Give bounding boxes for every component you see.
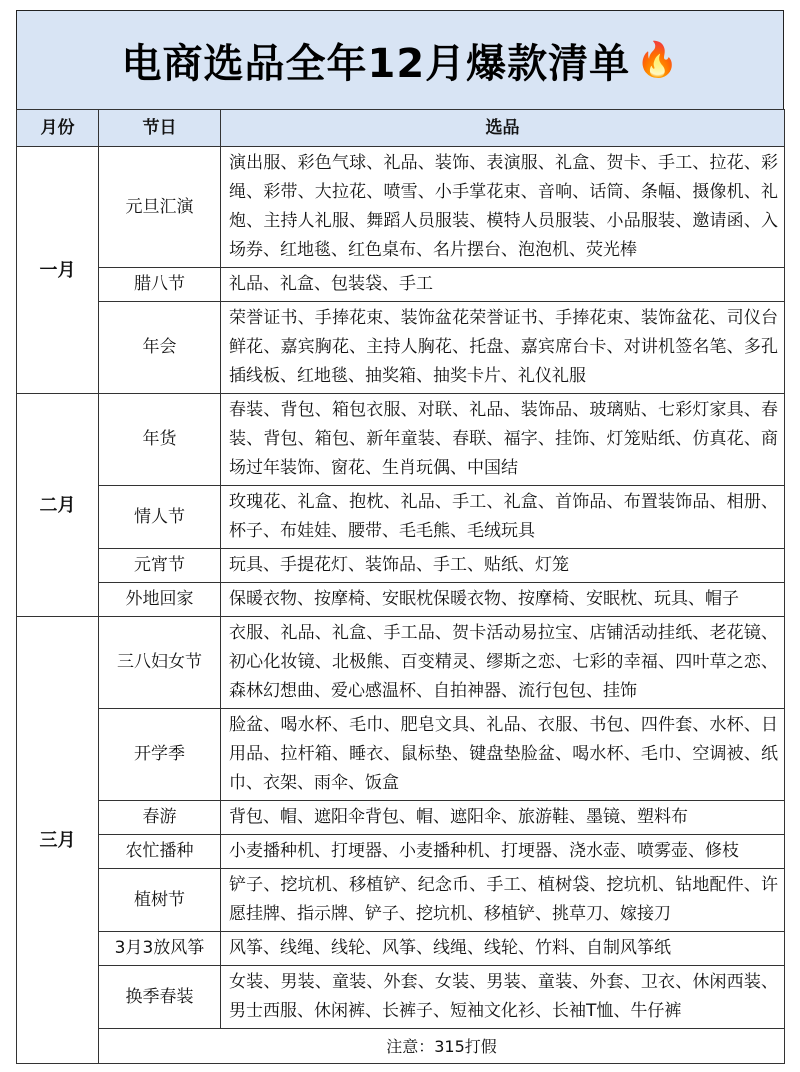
table-row (17, 147, 785, 268)
holiday-cell: 三八妇女节 (99, 617, 221, 709)
table-row (17, 801, 785, 835)
table-row (17, 394, 785, 486)
holiday-cell: 元宵节 (99, 549, 221, 583)
header-holiday: 节日 (99, 110, 221, 147)
holiday-cell: 换季春装 (99, 966, 221, 1029)
header-row (17, 110, 785, 147)
products-cell: 荣誉证书、手捧花束、装饰盆花荣誉证书、手捧花束、装饰盆花、司仪台鲜花、嘉宾胸花、主持人胸花、托盘、嘉宾席台卡、对讲机签名笔、多孔插线板、红地毯、抽奖箱、抽奖卡片、礼仪礼服 (221, 302, 785, 394)
holiday-cell: 元旦汇演 (99, 147, 221, 268)
table-row (17, 302, 785, 394)
table-row (17, 486, 785, 549)
holiday-cell: 植树节 (99, 869, 221, 932)
products-cell: 玩具、手提花灯、装饰品、手工、贴纸、灯笼 (221, 549, 785, 583)
holiday-cell: 春游 (99, 801, 221, 835)
table-row (17, 583, 785, 617)
products-cell: 小麦播种机、打埂器、小麦播种机、打埂器、浇水壶、喷雾壶、修枝 (221, 835, 785, 869)
holiday-cell: 3月3放风筝 (99, 932, 221, 966)
products-cell: 风筝、线绳、线轮、风筝、线绳、线轮、竹料、自制风筝纸 (221, 932, 785, 966)
products-cell: 背包、帽、遮阳伞背包、帽、遮阳伞、旅游鞋、墨镜、塑料布 (221, 801, 785, 835)
month-cell: 三月 (17, 617, 99, 1064)
products-cell: 春装、背包、箱包衣服、对联、礼品、装饰品、玻璃贴、七彩灯家具、春装、背包、箱包、新年童装、春联、福字、挂饰、灯笼贴纸、仿真花、商场过年装饰、窗花、生肖玩偶、中国结 (221, 394, 785, 486)
products-cell: 演出服、彩色气球、礼品、装饰、表演服、礼盒、贺卡、手工、拉花、彩绳、彩带、大拉花、喷雪、小手掌花束、音响、话筒、条幅、摄像机、礼炮、主持人礼服、舞蹈人员服装、模特人员服装、小品服装、邀请函、入场券、红地毯、红色桌布、名片摆台、泡泡机、荧光棒 (221, 147, 785, 268)
table-row (17, 932, 785, 966)
product-table (16, 109, 785, 1064)
month-cell: 一月 (17, 147, 99, 394)
page-title: 电商选品全年12月爆款清单 (121, 40, 631, 87)
products-cell: 女装、男装、童装、外套、女装、男装、童装、外套、卫衣、休闲西装、男士西服、休闲裤、长裤子、短袖文化衫、长袖T恤、牛仔裤 (221, 966, 785, 1029)
table-row (17, 869, 785, 932)
holiday-cell: 腊八节 (99, 268, 221, 302)
table-row (17, 549, 785, 583)
note-cell: 注意：315打假 (99, 1029, 785, 1064)
title-banner (16, 10, 784, 110)
product-list-sheet (16, 10, 784, 1068)
products-cell: 衣服、礼品、礼盒、手工品、贺卡活动易拉宝、店铺活动挂纸、老花镜、初心化妆镜、北极熊、百变精灵、缪斯之恋、七彩的幸福、四叶草之恋、森林幻想曲、爱心感温杯、自拍神器、流行包包、挂饰 (221, 617, 785, 709)
products-cell: 玫瑰花、礼盒、抱枕、礼品、手工、礼盒、首饰品、布置装饰品、相册、杯子、布娃娃、腰带、毛毛熊、毛绒玩具 (221, 486, 785, 549)
table-row (17, 268, 785, 302)
month-cell: 二月 (17, 394, 99, 617)
header-month: 月份 (17, 110, 99, 147)
products-cell: 保暖衣物、按摩椅、安眠枕保暖衣物、按摩椅、安眠枕、玩具、帽子 (221, 583, 785, 617)
products-cell: 礼品、礼盒、包装袋、手工 (221, 268, 785, 302)
table-row (17, 709, 785, 801)
holiday-cell: 开学季 (99, 709, 221, 801)
holiday-cell: 情人节 (99, 486, 221, 549)
holiday-cell: 年货 (99, 394, 221, 486)
fire-icon: 🔥 (636, 40, 679, 80)
table-row (17, 1029, 785, 1064)
table-row (17, 617, 785, 709)
header-products: 选品 (221, 110, 785, 147)
table-row (17, 966, 785, 1029)
table-row (17, 835, 785, 869)
holiday-cell: 农忙播种 (99, 835, 221, 869)
products-cell: 脸盆、喝水杯、毛巾、肥皂文具、礼品、衣服、书包、四件套、水杯、日用品、拉杆箱、睡衣、鼠标垫、键盘垫脸盆、喝水杯、毛巾、空调被、纸巾、衣架、雨伞、饭盒 (221, 709, 785, 801)
products-cell: 铲子、挖坑机、移植铲、纪念币、手工、植树袋、挖坑机、钻地配件、许愿挂牌、指示牌、铲子、挖坑机、移植铲、挑草刀、嫁接刀 (221, 869, 785, 932)
holiday-cell: 年会 (99, 302, 221, 394)
holiday-cell: 外地回家 (99, 583, 221, 617)
